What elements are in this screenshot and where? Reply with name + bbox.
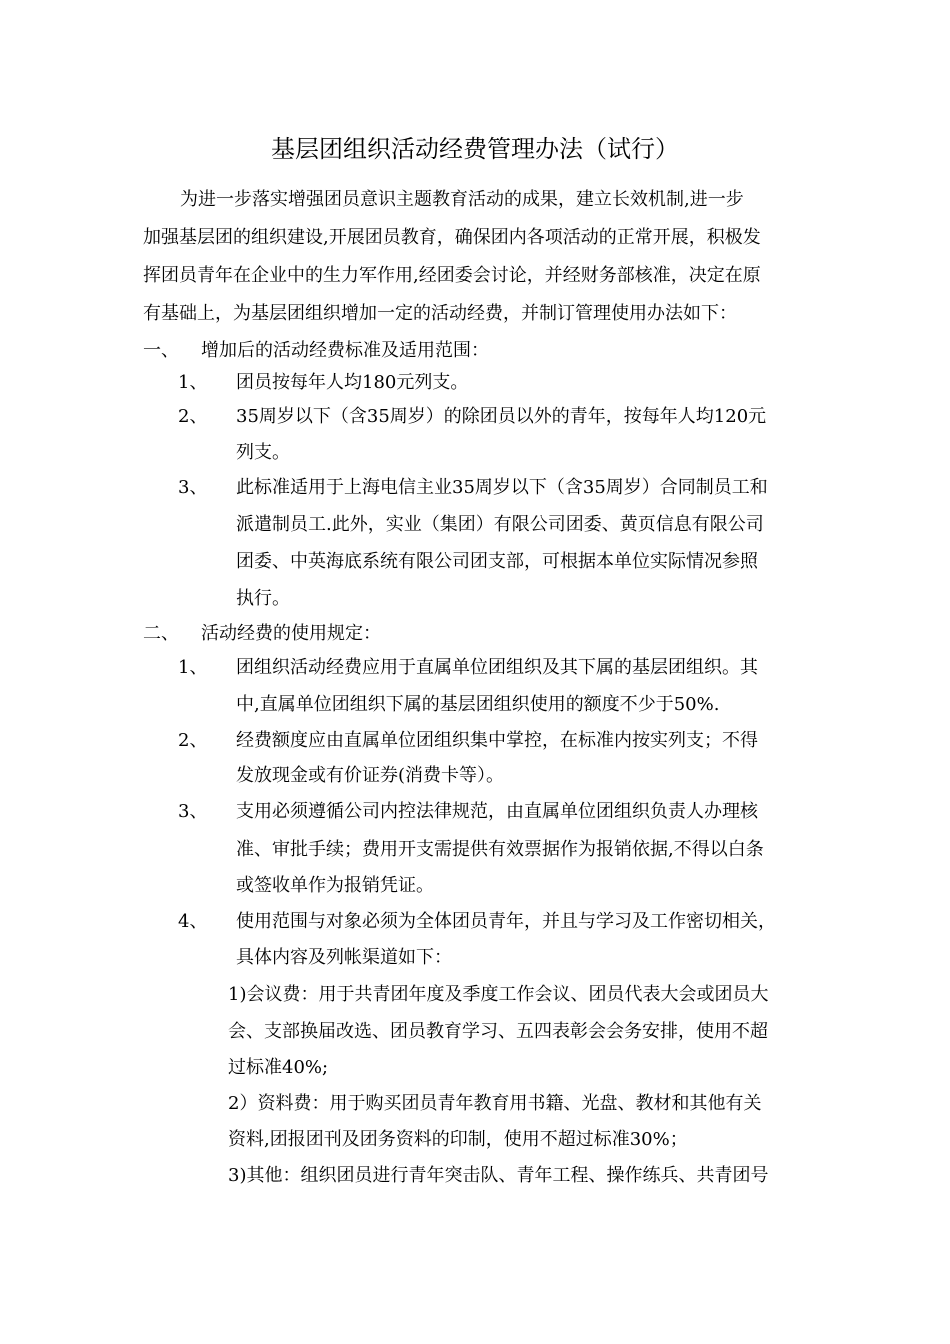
section-heading: 增加后的活动经费标准及适用范围： xyxy=(201,340,489,361)
section-number: 一、 xyxy=(143,340,179,361)
item-text: 支用必须遵循公司内控法律规范，由直属单位团组织负责人办理核 xyxy=(236,801,758,822)
item-text: 准、审批手续；费用开支需提供有效票据作为报销依据,不得以白条 xyxy=(236,839,764,860)
document-title: 基层团组织活动经费管理办法（试行） xyxy=(271,135,679,163)
item-number: 3、 xyxy=(178,801,208,822)
item-number: 4、 xyxy=(178,911,208,932)
sub-item-text: 1)会议费：用于共青团年度及季度工作会议、团员代表大会或团员大 xyxy=(228,984,769,1005)
item-number: 2、 xyxy=(178,730,208,751)
section-number: 二、 xyxy=(143,623,179,644)
intro-line: 有基础上，为基层团组织增加一定的活动经费，并制订管理使用办法如下： xyxy=(143,303,737,324)
item-number: 1、 xyxy=(178,372,208,393)
item-text: 发放现金或有价证券(消费卡等）。 xyxy=(236,765,505,786)
sub-item-text: 3)其他：组织团员进行青年突击队、青年工程、操作练兵、共青团号 xyxy=(228,1165,769,1186)
item-text: 或签收单作为报销凭证。 xyxy=(236,875,434,896)
sub-item-text: 2）资料费：用于购买团员青年教育用书籍、光盘、教材和其他有关 xyxy=(228,1093,762,1114)
intro-line: 挥团员青年在企业中的生力军作用,经团委会讨论，并经财务部核准，决定在原 xyxy=(143,265,761,286)
section-heading: 活动经费的使用规定： xyxy=(201,623,381,644)
item-text: 执行。 xyxy=(236,588,290,609)
item-text: 35周岁以下（含35周岁）的除团员以外的青年，按每年人均120元 xyxy=(236,406,767,427)
item-text: 使用范围与对象必须为全体团员青年，并且与学习及工作密切相关， xyxy=(236,911,776,932)
intro-line: 为进一步落实增强团员意识主题教育活动的成果，建立长效机制,进一步 xyxy=(180,189,744,210)
item-number: 2、 xyxy=(178,406,208,427)
sub-item-text: 会、支部换届改选、团员教育学习、五四表彰会会务安排，使用不超 xyxy=(228,1021,768,1042)
item-text: 列支。 xyxy=(236,442,290,463)
item-text: 具体内容及列帐渠道如下： xyxy=(236,947,452,968)
sub-item-text: 过标准40%; xyxy=(228,1057,329,1078)
item-number: 1、 xyxy=(178,657,208,678)
item-text: 团委、中英海底系统有限公司团支部，可根据本单位实际情况参照 xyxy=(236,551,758,572)
item-text: 团员按每年人均180元列支。 xyxy=(236,372,469,393)
item-number: 3、 xyxy=(178,477,208,498)
intro-line: 加强基层团的组织建设,开展团员教育，确保团内各项活动的正常开展，积极发 xyxy=(143,227,761,248)
item-text: 中,直属单位团组织下属的基层团组织使用的额度不少于50%. xyxy=(236,694,720,715)
item-text: 经费额度应由直属单位团组织集中掌控，在标准内按实列支；不得 xyxy=(236,730,758,751)
item-text: 此标准适用于上海电信主业35周岁以下（含35周岁）合同制员工和 xyxy=(236,477,768,498)
item-text: 派遣制员工.此外，实业（集团）有限公司团委、黄页信息有限公司 xyxy=(236,514,764,535)
item-text: 团组织活动经费应用于直属单位团组织及其下属的基层团组织。其 xyxy=(236,657,758,678)
sub-item-text: 资料,团报团刊及团务资料的印制，使用不超过标准30%； xyxy=(228,1129,688,1150)
